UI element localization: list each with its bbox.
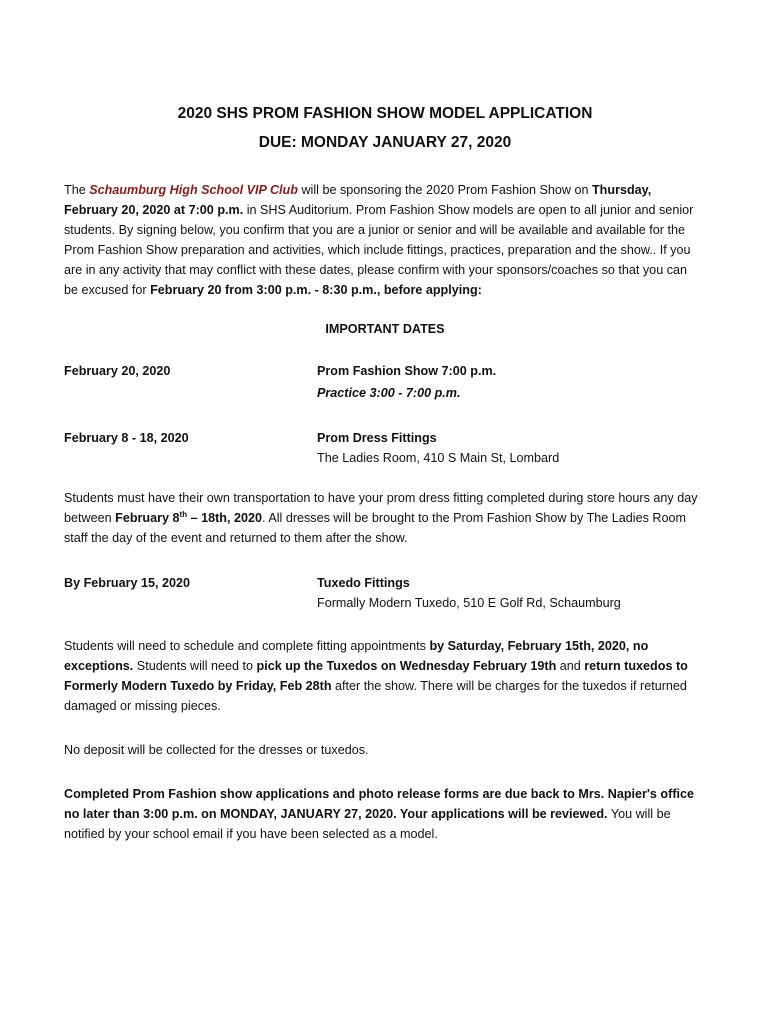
dress-end-date: – 18th, 2020 bbox=[187, 511, 263, 525]
show-date: Thursday, February 20, 2020 at 7:00 p.m. bbox=[64, 183, 652, 217]
excuse-window: February 20 from 3:00 p.m. - 8:30 p.m., before applying: bbox=[150, 283, 482, 297]
document-title: 2020 SHS PROM FASHION SHOW MODEL APPLICATION bbox=[177, 105, 593, 122]
intro-text-2: will be sponsoring the 2020 Prom Fashion Show on bbox=[297, 183, 592, 197]
dress-note-text-1: Students must have their own transportation to have your prom dress fitting completed during store hours any day between bbox=[64, 491, 698, 525]
dress-location: The Ladies Room, 410 S Main St, Lombard bbox=[317, 451, 560, 465]
tux-location: Formally Modern Tuxedo, 510 E Golf Rd, Schaumburg bbox=[317, 596, 621, 610]
intro-paragraph bbox=[64, 180, 704, 300]
tux-note-text-1: Students will need to schedule and complete fitting appointments bbox=[64, 639, 430, 653]
closing-paragraph bbox=[64, 784, 704, 844]
tux-return: return tuxedos to Formerly Modern Tuxedo by Friday, Feb 28th bbox=[64, 659, 688, 693]
show-event: Prom Fashion Show 7:00 p.m. bbox=[317, 364, 497, 378]
tux-pickup: pick up the Tuxedos on Wednesday February 19th bbox=[256, 659, 557, 673]
dress-event: Prom Dress Fittings bbox=[317, 431, 437, 445]
deposit-note: No deposit will be collected for the dresses or tuxedos. bbox=[64, 743, 369, 757]
club-name: Schaumburg High School VIP Club bbox=[89, 183, 298, 197]
tux-deadline: by Saturday, February 15th, 2020, no exceptions. bbox=[64, 639, 649, 673]
tux-note-text-2: Students will need to bbox=[133, 659, 257, 673]
tux-note-text-3: and bbox=[556, 659, 585, 673]
show-date-label: February 20, 2020 bbox=[64, 364, 171, 378]
dress-note-text-2: . All dresses will be brought to the Prom Fashion Show by The Ladies Room staff the day of the event and returned to them after the show. bbox=[64, 511, 686, 545]
dress-note-paragraph bbox=[64, 488, 704, 548]
intro-text-1: The bbox=[64, 183, 90, 197]
closing-notification: You will be notified by your school email if you have been selected as a model. bbox=[64, 807, 671, 841]
tux-date-label: By February 15, 2020 bbox=[64, 576, 191, 590]
dress-start-date: February 8 bbox=[115, 511, 180, 525]
practice-time: Practice 3:00 - 7:00 p.m. bbox=[317, 386, 461, 400]
ordinal-suffix: th bbox=[179, 509, 188, 519]
due-date-heading: DUE: MONDAY JANUARY 27, 2020 bbox=[258, 134, 512, 151]
closing-deadline: Completed Prom Fashion show applications and photo release forms are due back to Mrs. Napier's office no later than 3:00 p.m. on MONDAY, JANUARY 27, 2020. Your applications will be reviewed. bbox=[64, 787, 695, 821]
tux-note-paragraph bbox=[64, 636, 704, 716]
intro-text-3: in SHS Auditorium. Prom Fashion Show models are open to all junior and senior students. By signing below, you confirm that you are a junior or senior and will be available and available for the Prom Fashion Show preparation and activities, which include fittings, practices, preparation and the show.. If you are in any activity that may conflict with these dates, please confirm with your sponsors/coaches so that you can be excused for bbox=[64, 203, 694, 297]
dress-date-label: February 8 - 18, 2020 bbox=[64, 431, 189, 445]
tux-note-text-4: after the show. There will be charges for the tuxedos if returned damaged or missing pieces. bbox=[64, 679, 687, 713]
important-dates-heading: IMPORTANT DATES bbox=[325, 322, 445, 336]
tux-event: Tuxedo Fittings bbox=[317, 576, 410, 590]
